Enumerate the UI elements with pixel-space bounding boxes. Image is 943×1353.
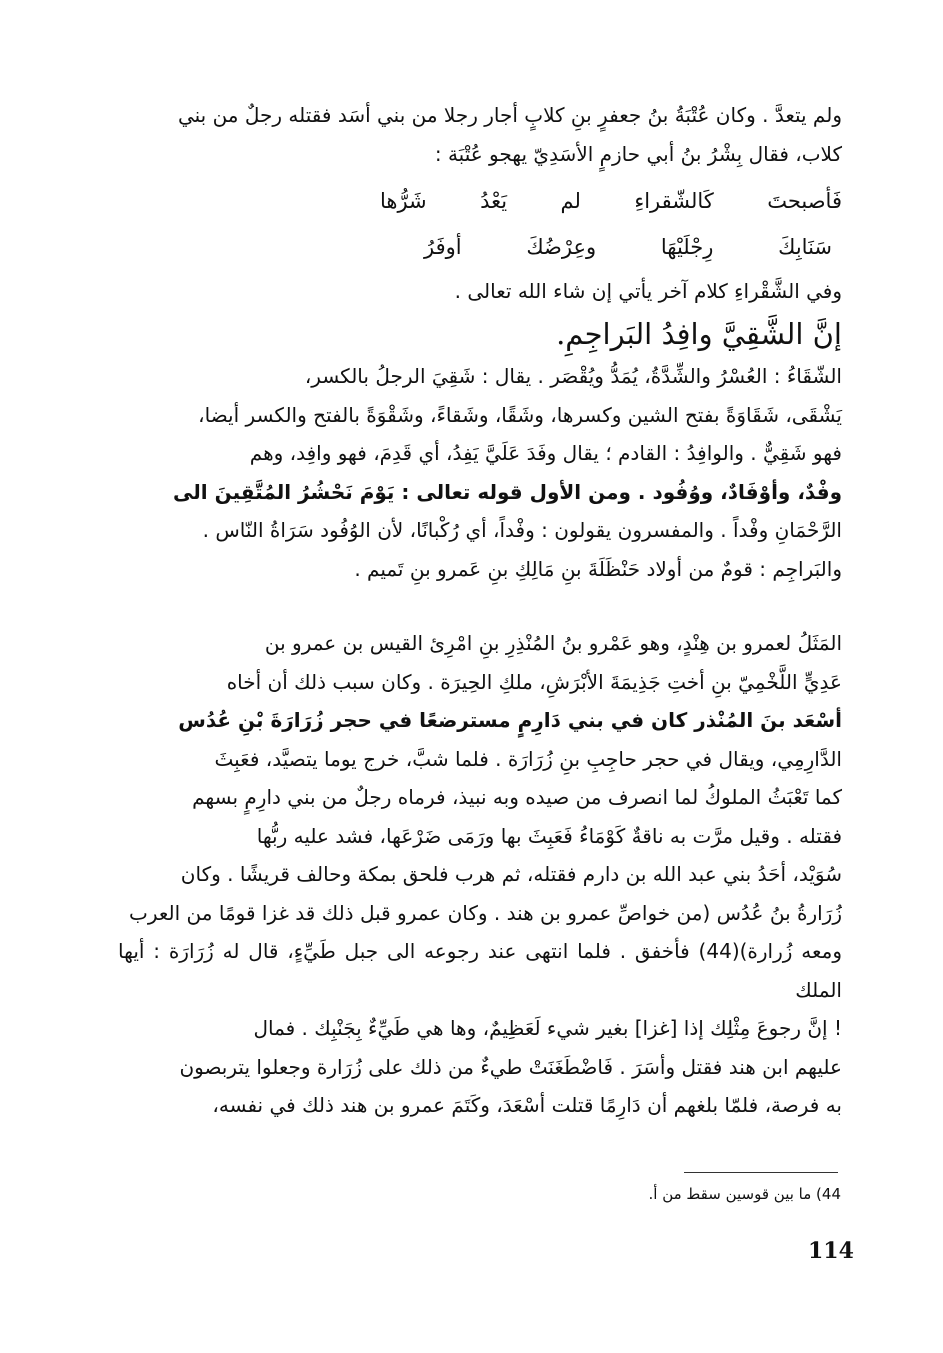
text-line: ومعه زُرارة)(44) فأخفق . فلما انتهى عند رجوعه الى جبل طَيِّءٍ، قال له زُرَارَة : أيها الملك	[118, 939, 842, 1002]
text-line: الشّقَاءُ : العُسْرُ والشِّدَّةُ، يُمَدُّ ويُقْصَر . يقال : شَقِيَ الرجلُ بالكسر،	[304, 364, 842, 388]
note-paragraph	[118, 272, 842, 311]
text-line: ! إنَّ رجوعَ مِثْلِك إذا [غزا] بغير شيء لَعَظِيمٌ، وها هي طَيِّءٌ بِجَنْبِك . فمال	[253, 1016, 842, 1040]
text-line: يَشْقَى، شَقَاوَةً بفتح الشين وكسرها، وشَقًا، وشَقاءً، وشَقْوَةً بالفتح والكسر أيضا،	[198, 402, 842, 427]
verse-second-hemistich: سَنَابِكَ رِجْلَيْهَا وعِرْضُكَ أوفَرُ	[424, 235, 832, 259]
text-line: سُوَيْد، أحَدُ بني عبد الله بن دارم فقتله، ثم هرب فلحق بمكة وحالف قريشًا . وكان	[180, 862, 842, 886]
text-line: والبَراجِم : قومٌ من أولاد حَنْظَلَةَ بنِ مَالِكِ بنِ عَمرو بنِ تَميم .	[354, 556, 842, 581]
page-number: 114	[808, 1238, 854, 1264]
text-line: ولم يتعدَّ . وكان عُتْبَةُ بنُ جعفرٍ بنِ كلابٍ أجار رجلا من بني أسَد فقتله رجلٌ من بني	[177, 103, 842, 127]
footnote: 44) ما بين قوسين سقط من أ.	[648, 1185, 841, 1203]
proverb-heading: إنَّ الشَّقِيَّ وافِدُ البَراجِمِ.	[556, 317, 842, 351]
text-line: وفي الشَّقْراءِ كلام آخر يأتي إن شاء الله تعالى .	[454, 279, 842, 303]
story-paragraph	[118, 624, 842, 1125]
text-line: المَثَلُ لعمرو بن هِنْدٍ، وهو عَمْرو بنُ المُنْذِرِ بنِ امْرِئ القيس بن عمرو بن	[264, 631, 842, 655]
opening-paragraph	[118, 96, 842, 173]
definition-paragraph	[118, 357, 842, 588]
text-line: كلاب، فقال بِشْرُ بنُ أبي حازمٍ الأسَدِيّ يهجو عُتْبَة :	[434, 141, 842, 166]
text-line: عَدِيٍّ اللَّخْمِيّ بنِ أختِ جَذِيمَةَ الأبْرَشِ، ملكِ الحِيرَة . وكان سبب ذلك أن أخاه	[226, 669, 842, 694]
footnote-divider	[684, 1172, 838, 1173]
text-line: وفْدٌ، وأوْفَادٌ، ووُفُود . ومن الأول قوله تعالى : يَوْمَ نَحْشُرُ المُتَّقِينَ الى	[173, 479, 842, 504]
text-line: زُرَارةُ بنُ عُدُس (من خواصِّ عمرو بن هند . وكان عمرو قبل ذلك قد غزا قومًا من العرب	[129, 900, 842, 925]
verse-first-hemistich: فَأصبحتَ كَالشّقراءِ لم يَعْدُ شَرُّها	[380, 189, 842, 213]
text-line: الدَّارِمِي، ويقال في حجر حاجِبِ بنِ زُرَارَة . فلما شبَّ، خرج يوما يتصيَّد، فعَبِثَ	[214, 746, 842, 771]
text-line: فهو شَقِيٌّ . والوافِدُ : القادم ؛ يقال وفَدَ عَلَيَّ يَفِدُ، أي قَدِمَ، فهو وافِد، وهم	[249, 441, 842, 465]
text-line: الرَّحْمَانِ وفْداً . والمفسرون يقولون : وفْداً، أي رُكْبانًا، لأن الوُفُود سَرَاةُ النّاس .	[202, 518, 842, 542]
text-line: عليهم ابن هند فقتل وأسَرَ . فَاضْطَغَنَتْ طيءٌ من ذلك على زُرَارة وجعلوا يتربصون	[179, 1054, 842, 1079]
text-line: فقتله . وقيل مرَّت به ناقةٌ كَوْمَاءُ فَعَبِثَ بها ورَمَى ضَرْعَها، فشد عليه ربُّها	[256, 823, 842, 848]
text-line: به فرصة، فلمّا بلغهم أن دَارِمًا قتلت أسْعَدَ، وكَتَمَ عمرو بن هند ذلك في نفسه،	[212, 1093, 842, 1117]
text-line: كما تَعْبَثُ الملوكُ لما انصرف من صيده وبه نبيذ، فرماه رجلٌ من بني دارِمٍ بسهم	[192, 785, 842, 809]
text-line: أسْعَد بنَ المُنْذر كان في بني دَارِمٍ مسترضعًا في حجر زُرَارَةَ بْنِ عُدُس	[178, 708, 842, 732]
